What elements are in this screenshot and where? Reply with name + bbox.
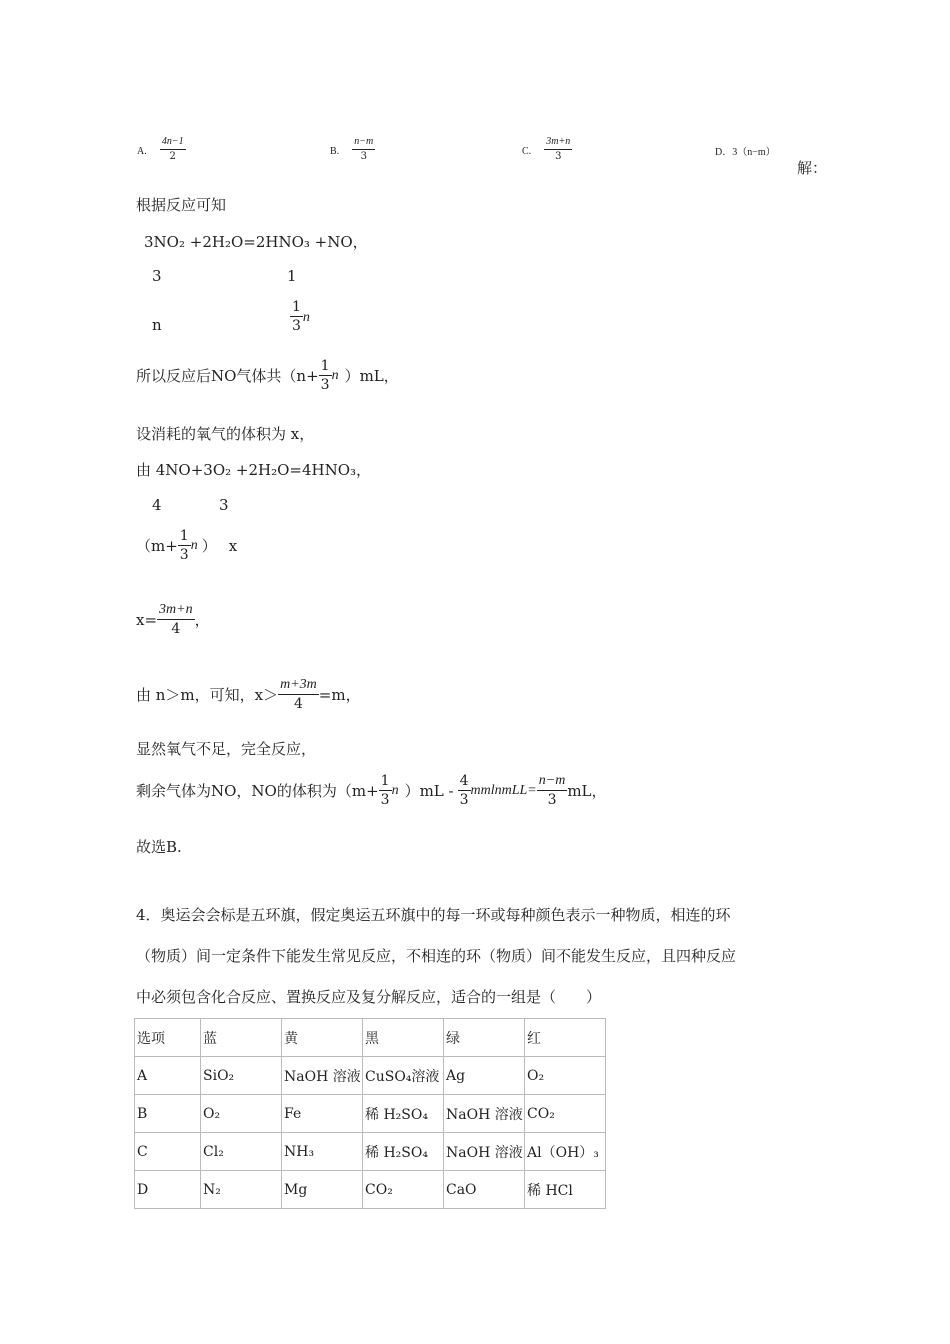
fraction-denominator: 3 xyxy=(179,547,189,563)
table-cell: NH₃ xyxy=(282,1133,363,1171)
table-header-cell: 蓝 xyxy=(201,1019,282,1057)
option-d: D．3（n−m） xyxy=(715,147,776,158)
fraction-denominator: 3 xyxy=(320,377,330,393)
fraction-numerator: 1 xyxy=(292,299,301,315)
table-cell: 稀 H₂SO₄ xyxy=(363,1133,444,1171)
table-cell: CO₂ xyxy=(525,1095,606,1133)
option-b-numerator: n−m xyxy=(352,137,375,150)
no-total-post: ）mL， xyxy=(344,367,399,385)
ratio-4-pre: （m+ xyxy=(136,537,178,555)
option-c-denominator: 3 xyxy=(555,151,562,162)
no-total-line xyxy=(136,359,399,392)
table-cell: NaOH 溶液 xyxy=(282,1057,363,1095)
x-result-post: ， xyxy=(194,611,210,629)
table-cell: CaO xyxy=(444,1171,525,1209)
option-a-fraction xyxy=(160,137,186,162)
table-cell: D xyxy=(135,1171,201,1209)
table-cell: N₂ xyxy=(201,1171,282,1209)
remaining-post: mL， xyxy=(567,782,607,800)
ratio-4-post: ） xyxy=(201,537,217,555)
ratio-3-left: 4 xyxy=(152,496,162,514)
fraction-one-third xyxy=(290,300,303,333)
table-cell: NaOH 溶液 xyxy=(444,1095,525,1133)
table-cell: A xyxy=(135,1057,201,1095)
equation-2: 由 4NO+3O₂ +2H₂O=4HNO₃， xyxy=(136,461,372,479)
ratio-4-x: x xyxy=(228,536,238,555)
variable-n: n xyxy=(331,367,339,383)
table-cell: NaOH 溶液 xyxy=(444,1133,525,1171)
table-cell: 稀 HCl xyxy=(525,1171,606,1209)
ratio-2-left: n xyxy=(152,316,162,334)
option-b-label: B. xyxy=(330,146,340,157)
option-c-label: C. xyxy=(522,146,532,157)
table-cell: CO₂ xyxy=(363,1171,444,1209)
fraction-denominator: 3 xyxy=(292,318,301,334)
fraction-one-third xyxy=(379,774,392,807)
option-a-label: A. xyxy=(137,146,147,157)
option-b-fraction xyxy=(352,137,375,162)
remaining-four-thirds xyxy=(458,774,471,807)
fraction-numerator: 1 xyxy=(320,358,330,374)
remaining-four-den: 3 xyxy=(459,792,469,808)
table-cell: Fe xyxy=(282,1095,363,1133)
solution-intro: 根据反应可知 xyxy=(136,196,227,214)
option-b-denominator: 3 xyxy=(360,151,367,162)
table-cell: Cl₂ xyxy=(201,1133,282,1171)
inequality-numerator: m+3m xyxy=(278,678,319,695)
table-cell: 稀 H₂SO₄ xyxy=(363,1095,444,1133)
table-header-cell: 绿 xyxy=(444,1019,525,1057)
no-total-pre: 所以反应后NO气体共（n+ xyxy=(136,367,319,385)
option-a xyxy=(137,137,186,162)
x-result-numerator: 3m+n xyxy=(157,603,195,620)
table-header-cell: 黄 xyxy=(282,1019,363,1057)
option-a-numerator: 4n−1 xyxy=(160,137,186,150)
table-cell: Mg xyxy=(282,1171,363,1209)
option-c-fraction xyxy=(544,137,572,162)
inequality-post: =m， xyxy=(318,686,361,704)
table-cell: Ag xyxy=(444,1057,525,1095)
table-row xyxy=(135,1095,606,1133)
option-c xyxy=(522,137,572,162)
question-4-line-3: 中必须包含化合反应、置换反应及复分解反应，适合的一组是（ ） xyxy=(136,988,602,1006)
variable-n: n xyxy=(302,310,310,325)
answer-line: 故选B. xyxy=(136,838,182,856)
ratio-2-right xyxy=(290,300,310,333)
x-result-line xyxy=(136,603,210,636)
table-header-cell: 选项 xyxy=(135,1019,201,1057)
option-b xyxy=(330,137,375,162)
remaining-four-num: 4 xyxy=(459,773,469,789)
fraction-denominator: 3 xyxy=(380,792,390,808)
table-cell: B xyxy=(135,1095,201,1133)
remaining-denominator: 3 xyxy=(547,792,557,808)
remaining-fraction xyxy=(537,774,568,807)
question-4-line-2: （物质）间一定条件下能发生常见反应，不相连的环（物质）间不能发生反应，且四种反应 xyxy=(136,947,737,965)
table-row xyxy=(135,1171,606,1209)
table-cell: O₂ xyxy=(201,1095,282,1133)
question-4-line-1: 4．奥运会会标是五环旗，假定奥运五环旗中的每一环或每种颜色表示一种物质，相连的环 xyxy=(136,906,731,924)
remaining-numerator: n−m xyxy=(537,774,568,791)
table-header-cell: 黑 xyxy=(363,1019,444,1057)
fraction-one-third xyxy=(178,529,191,562)
ratio-3-right: 3 xyxy=(219,496,229,514)
inequality-denominator: 4 xyxy=(294,696,303,712)
remaining-mid: ）mL - xyxy=(404,782,454,800)
table-cell: O₂ xyxy=(525,1057,606,1095)
table-row xyxy=(135,1133,606,1171)
option-c-numerator: 3m+n xyxy=(544,137,572,150)
set-x-line: 设消耗的氧气的体积为 x， xyxy=(136,425,315,443)
variable-n: n xyxy=(190,537,198,553)
fraction-numerator: 1 xyxy=(179,528,189,544)
table-header-cell: 红 xyxy=(525,1019,606,1057)
x-result-pre: x= xyxy=(136,610,158,629)
inequality-fraction xyxy=(278,678,319,711)
ratio-1-right: 1 xyxy=(287,267,297,285)
remaining-mid2: mmlnmLL= xyxy=(470,782,537,798)
variable-n: n xyxy=(391,782,399,798)
fraction-numerator: 1 xyxy=(380,773,390,789)
fraction-one-third xyxy=(319,359,332,392)
inequality-pre: 由 n＞m，可知，x＞ xyxy=(136,686,279,704)
oxygen-line: 显然氧气不足，完全反应， xyxy=(136,740,317,758)
option-a-denominator: 2 xyxy=(169,151,176,162)
solution-label: 解： xyxy=(797,159,828,177)
table-cell: C xyxy=(135,1133,201,1171)
ratio-4-line xyxy=(136,529,237,562)
remaining-gas-line xyxy=(136,774,607,807)
options-table xyxy=(134,1018,606,1209)
table-cell: Al（OH）₃ xyxy=(525,1133,606,1171)
table-row xyxy=(135,1057,606,1095)
x-result-fraction xyxy=(157,603,195,636)
table-header-row xyxy=(135,1019,606,1057)
table-cell: CuSO₄溶液 xyxy=(363,1057,444,1095)
ratio-1-left: 3 xyxy=(152,267,162,285)
x-result-denominator: 4 xyxy=(171,621,181,637)
table-cell: SiO₂ xyxy=(201,1057,282,1095)
remaining-pre: 剩余气体为NO，NO的体积为（m+ xyxy=(136,782,379,800)
equation-1: 3NO₂ +2H₂O=2HNO₃ +NO， xyxy=(144,233,368,251)
inequality-line xyxy=(136,678,361,711)
